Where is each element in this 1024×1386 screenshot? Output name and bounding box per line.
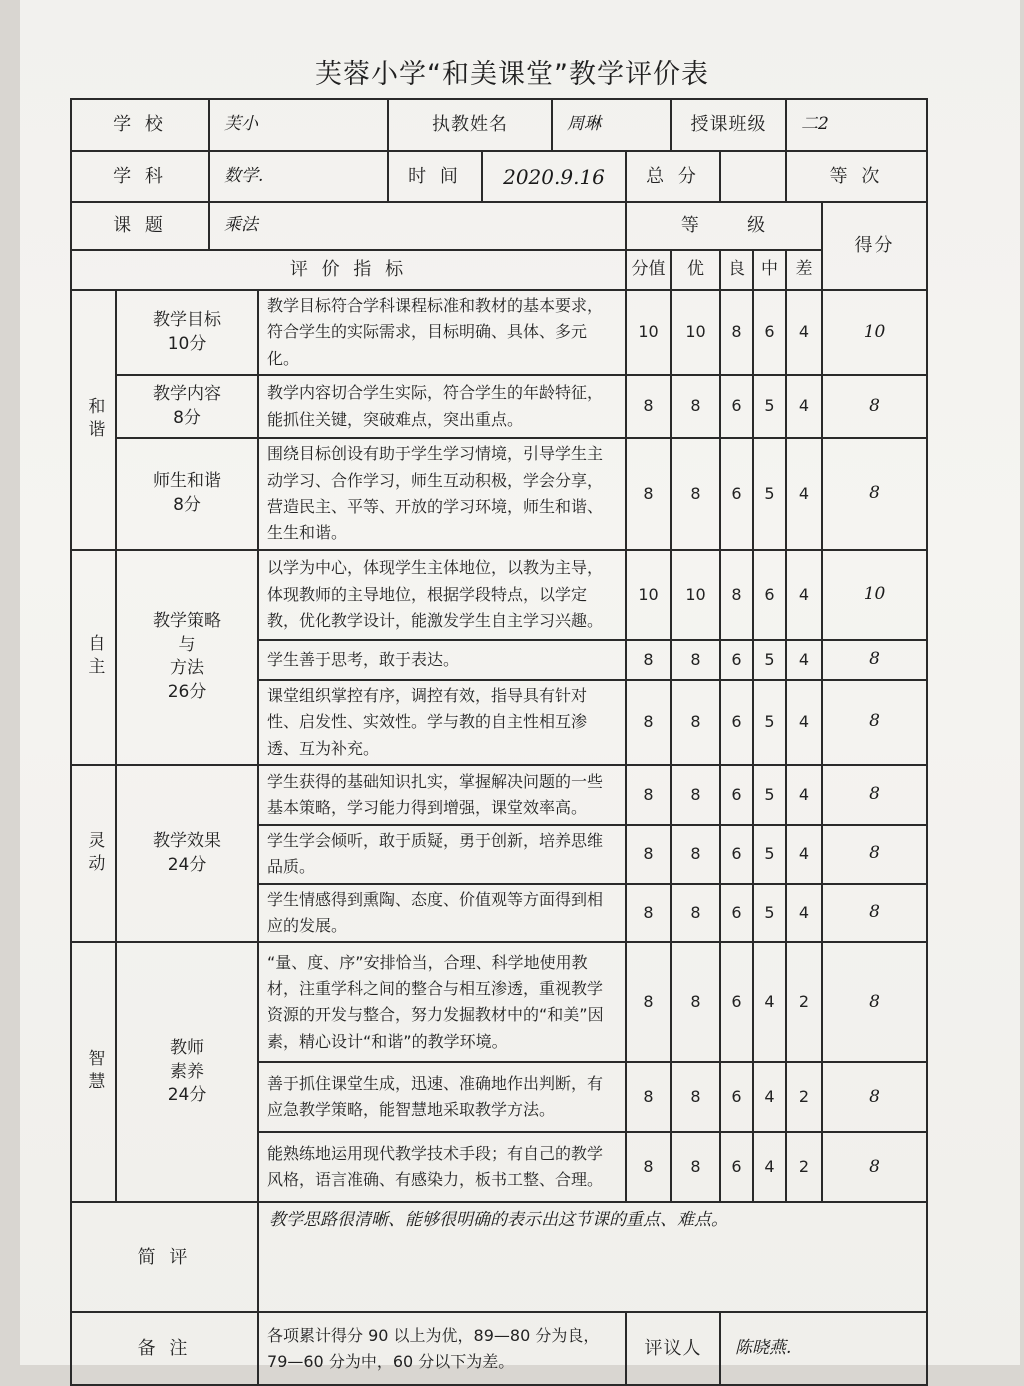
- subcategory-relation-points: 8分: [173, 494, 201, 515]
- total-value: [720, 151, 786, 202]
- subcategory-effect-points: 24分: [167, 854, 207, 875]
- header-row-1: [71, 99, 927, 151]
- subcategory-effect: [116, 765, 258, 943]
- criterion-desc: 学生善于思考，敢于表达。: [258, 640, 626, 680]
- remarks-label: 备 注: [71, 1312, 258, 1385]
- good-value: 6: [720, 942, 753, 1062]
- poor-value: 2: [786, 1132, 822, 1202]
- reviewer-label: 评议人: [626, 1312, 720, 1385]
- good-value: 6: [720, 1062, 753, 1132]
- score-value: 10: [822, 550, 927, 640]
- score-value: 8: [822, 1062, 927, 1132]
- score-value: 10: [822, 290, 927, 375]
- excellent-value: 8: [671, 1132, 720, 1202]
- header-row-3: [71, 202, 927, 250]
- weight-value: 10: [626, 550, 671, 640]
- good-value: 6: [720, 680, 753, 765]
- subcategory-relation-name: 师生和谐: [153, 471, 221, 492]
- subcategory-strategy-name2: 与: [178, 634, 196, 655]
- criterion-desc: “量、度、序”安排恰当，合理、科学地使用教材，注重学科之间的整合与相互渗透，重视教学资源的开发与整合，努力发掘教材中的“和美”因素，精心设计“和谐”的教学环境。: [258, 942, 626, 1062]
- weight-value: 8: [626, 1062, 671, 1132]
- table-row: [71, 290, 927, 375]
- weight-value: 8: [626, 765, 671, 825]
- poor-value: 4: [786, 550, 822, 640]
- subcategory-relation: [116, 438, 258, 550]
- medium-value: 5: [753, 438, 786, 550]
- good-value: 6: [720, 825, 753, 884]
- excellent-value: 8: [671, 680, 720, 765]
- table-row: [71, 942, 927, 1062]
- weight-value: 8: [626, 640, 671, 680]
- evaluation-table: [70, 98, 928, 1386]
- criterion-desc: 学生情感得到熏陶、态度、价值观等方面得到相应的发展。: [258, 884, 626, 943]
- criterion-desc: 能熟练地运用现代教学技术手段；有自己的教学风格，语言准确、有感染力，板书工整、合理。: [258, 1132, 626, 1202]
- school-value: 芙小: [209, 99, 388, 151]
- weight-header: 分值: [626, 250, 671, 290]
- subcategory-content-points: 8分: [173, 407, 201, 428]
- table-row: [71, 438, 927, 550]
- weight-value: 8: [626, 825, 671, 884]
- good-value: 6: [720, 765, 753, 825]
- score-value: 8: [822, 375, 927, 438]
- score-value: 8: [822, 884, 927, 943]
- score-value: 8: [822, 680, 927, 765]
- criterion-desc: 善于抓住课堂生成，迅速、准确地作出判断，有应急教学策略，能智慧地采取教学方法。: [258, 1062, 626, 1132]
- criterion-desc: 以学为中心，体现学生主体地位，以教为主导，体现教师的主导地位，根据学段特点，以学定教，优化教学设计，能激发学生自主学习兴趣。: [258, 550, 626, 640]
- score-value: 8: [822, 1132, 927, 1202]
- medium-value: 5: [753, 375, 786, 438]
- subcategory-strategy: [116, 550, 258, 765]
- topic-label: 课 题: [71, 202, 209, 250]
- good-value: 6: [720, 1132, 753, 1202]
- criterion-desc: 教学内容切合学生实际，符合学生的年龄特征，能抓住关键，突破难点，突出重点。: [258, 375, 626, 438]
- poor-value: 2: [786, 942, 822, 1062]
- subcategory-goal-points: 10分: [167, 333, 207, 354]
- weight-value: 8: [626, 1132, 671, 1202]
- criterion-desc: 学生学会倾听，敢于质疑，勇于创新，培养思维品质。: [258, 825, 626, 884]
- subcategory-literacy: [116, 942, 258, 1202]
- excellent-value: 8: [671, 884, 720, 943]
- poor-value: 4: [786, 438, 822, 550]
- poor-value: 4: [786, 825, 822, 884]
- rank-label: 等 次: [786, 151, 927, 202]
- poor-value: 4: [786, 640, 822, 680]
- indicator-header: 评 价 指 标: [71, 250, 626, 290]
- good-value: 6: [720, 640, 753, 680]
- good-value: 8: [720, 550, 753, 640]
- remarks-row: [71, 1312, 927, 1385]
- subcategory-literacy-points: 24分: [167, 1085, 207, 1106]
- comment-label: 简 评: [71, 1202, 258, 1312]
- excellent-value: 10: [671, 550, 720, 640]
- poor-value: 4: [786, 765, 822, 825]
- teacher-value: 周琳: [552, 99, 671, 151]
- medium-value: 4: [753, 1062, 786, 1132]
- weight-value: 8: [626, 438, 671, 550]
- header-row-2: [71, 151, 927, 202]
- comment-row: [71, 1202, 927, 1312]
- table-row: [71, 375, 927, 438]
- dimension-agile: 灵动: [71, 765, 116, 943]
- subcategory-goal: [116, 290, 258, 375]
- good-value: 8: [720, 290, 753, 375]
- criterion-desc: 学生获得的基础知识扎实，掌握解决问题的一些基本策略，学习能力得到增强，课堂效率高。: [258, 765, 626, 825]
- subject-label: 学 科: [71, 151, 209, 202]
- poor-value: 4: [786, 680, 822, 765]
- score-value: 8: [822, 825, 927, 884]
- score-header: 得分: [822, 202, 927, 290]
- weight-value: 8: [626, 375, 671, 438]
- time-label: 时 间: [388, 151, 482, 202]
- subcategory-strategy-points: 26分: [167, 682, 207, 703]
- subcategory-goal-name: 教学目标: [153, 309, 221, 330]
- grade-group-header: 等 级: [626, 202, 822, 250]
- dimension-harmony: 和谐: [71, 290, 116, 550]
- excellent-value: 8: [671, 942, 720, 1062]
- column-header-row: [71, 250, 927, 290]
- good-header: 良: [720, 250, 753, 290]
- remarks-text: 各项累计得分 90 以上为优，89—80 分为良，79—60 分为中，60 分以下为差。: [258, 1312, 626, 1385]
- class-value: 二2: [786, 99, 927, 151]
- poor-header: 差: [786, 250, 822, 290]
- subcategory-strategy-name3: 方法: [170, 658, 204, 679]
- teacher-label: 执教姓名: [388, 99, 552, 151]
- excellent-value: 8: [671, 825, 720, 884]
- weight-value: 8: [626, 884, 671, 943]
- excellent-value: 8: [671, 1062, 720, 1132]
- excellent-value: 8: [671, 640, 720, 680]
- medium-value: 6: [753, 550, 786, 640]
- subcategory-literacy-name2: 素养: [170, 1061, 204, 1082]
- weight-value: 10: [626, 290, 671, 375]
- subcategory-content-name: 教学内容: [153, 383, 221, 404]
- subcategory-strategy-name1: 教学策略: [153, 610, 221, 631]
- poor-value: 2: [786, 1062, 822, 1132]
- criterion-desc: 围绕目标创设有助于学生学习情境，引导学生主动学习、合作学习，师生互动积极，学会分享，营造民主、平等、开放的学习环境，师生和谐、生生和谐。: [258, 438, 626, 550]
- medium-value: 4: [753, 1132, 786, 1202]
- dimension-autonomy: 自主: [71, 550, 116, 765]
- score-value: 8: [822, 942, 927, 1062]
- subcategory-content: [116, 375, 258, 438]
- score-value: 8: [822, 765, 927, 825]
- criterion-desc: 课堂组织掌控有序，调控有效，指导具有针对性、启发性、实效性。学与教的自主性相互渗透、互为补充。: [258, 680, 626, 765]
- form-title: 芙蓉小学“和美课堂”教学评价表: [315, 59, 709, 90]
- excellent-value: 8: [671, 765, 720, 825]
- reviewer-signature: 陈晓燕.: [720, 1312, 927, 1385]
- weight-value: 8: [626, 680, 671, 765]
- medium-value: 5: [753, 765, 786, 825]
- score-value: 8: [822, 640, 927, 680]
- subcategory-literacy-name1: 教师: [170, 1037, 204, 1058]
- excellent-value: 10: [671, 290, 720, 375]
- comment-text: 教学思路很清晰、能够很明确的表示出这节课的重点、难点。: [258, 1202, 927, 1312]
- medium-value: 6: [753, 290, 786, 375]
- dimension-wisdom: 智慧: [71, 942, 116, 1202]
- subject-value: 数学.: [209, 151, 388, 202]
- subcategory-effect-name: 教学效果: [153, 830, 221, 851]
- good-value: 6: [720, 375, 753, 438]
- medium-value: 5: [753, 884, 786, 943]
- good-value: 6: [720, 884, 753, 943]
- table-row: [71, 550, 927, 640]
- poor-value: 4: [786, 375, 822, 438]
- table-row: [71, 765, 927, 825]
- medium-value: 5: [753, 680, 786, 765]
- medium-value: 5: [753, 825, 786, 884]
- time-value: 2020.9.16: [482, 151, 626, 202]
- poor-value: 4: [786, 290, 822, 375]
- topic-value: 乘法: [209, 202, 626, 250]
- total-label: 总 分: [626, 151, 720, 202]
- school-label: 学 校: [71, 99, 209, 151]
- medium-value: 5: [753, 640, 786, 680]
- medium-value: 4: [753, 942, 786, 1062]
- medium-header: 中: [753, 250, 786, 290]
- class-label: 授课班级: [671, 99, 786, 151]
- excellent-header: 优: [671, 250, 720, 290]
- score-value: 8: [822, 438, 927, 550]
- poor-value: 4: [786, 884, 822, 943]
- good-value: 6: [720, 438, 753, 550]
- excellent-value: 8: [671, 375, 720, 438]
- excellent-value: 8: [671, 438, 720, 550]
- weight-value: 8: [626, 942, 671, 1062]
- criterion-desc: 教学目标符合学科课程标准和教材的基本要求，符合学生的实际需求，目标明确、具体、多元化。: [258, 290, 626, 375]
